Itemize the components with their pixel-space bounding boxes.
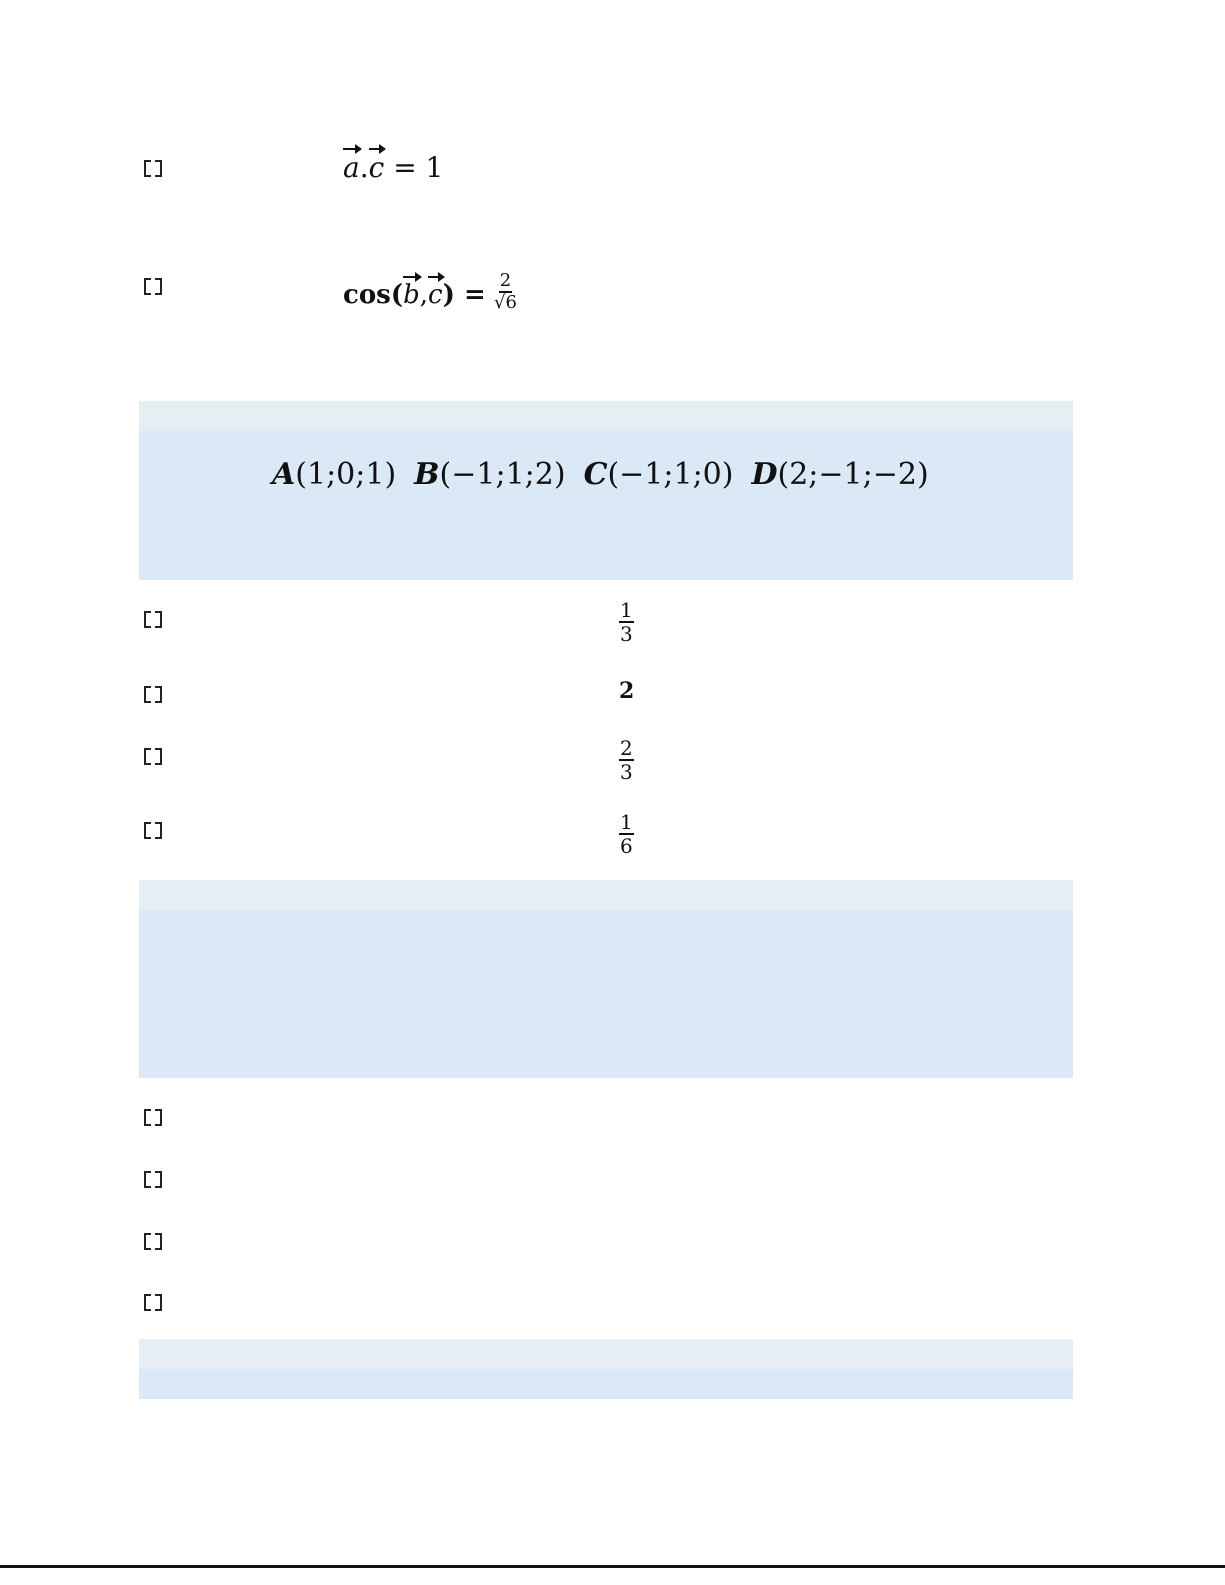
option-b1-fraction: $\frac{1}{3}$ bbox=[620, 598, 633, 646]
question-body bbox=[139, 431, 1073, 580]
question-points: A(1;0;1) B(−1;1;2) C(−1;1;0) D(2;−1;−2) bbox=[272, 457, 929, 492]
option-checkbox-b4[interactable] bbox=[144, 822, 162, 839]
page-bottom-border bbox=[0, 1565, 1225, 1568]
option-checkbox-b1[interactable] bbox=[144, 611, 162, 628]
question-header-bar bbox=[139, 880, 1073, 910]
option-checkbox-a2[interactable] bbox=[144, 278, 162, 295]
option-b2-value: 2 bbox=[619, 678, 635, 704]
option-checkbox-b3[interactable] bbox=[144, 748, 162, 765]
question-header-bar bbox=[139, 1339, 1073, 1369]
option-checkbox-c4[interactable] bbox=[144, 1294, 162, 1311]
vector-c: c bbox=[368, 151, 385, 184]
option-a2-expression: cos(b,c) = bbox=[343, 280, 486, 310]
option-b3-fraction: $\frac{2}{3}$ bbox=[620, 736, 633, 784]
option-b4-fraction: $\frac{1}{6}$ bbox=[620, 810, 633, 858]
vector-c: c bbox=[428, 280, 443, 310]
option-a1-expression: a.c = 1 bbox=[343, 151, 444, 184]
option-checkbox-b2[interactable] bbox=[144, 686, 162, 703]
question-header-bar bbox=[139, 401, 1073, 431]
question-body bbox=[139, 910, 1073, 1078]
vector-a: a bbox=[343, 151, 360, 184]
option-checkbox-c1[interactable] bbox=[144, 1109, 162, 1126]
vector-b: b bbox=[403, 280, 420, 310]
option-a2-fraction: $\frac{2}{√6}$ bbox=[494, 270, 517, 313]
option-checkbox-c3[interactable] bbox=[144, 1233, 162, 1250]
option-checkbox-c2[interactable] bbox=[144, 1171, 162, 1188]
option-checkbox-a1[interactable] bbox=[144, 160, 162, 177]
question-body bbox=[139, 1369, 1073, 1399]
